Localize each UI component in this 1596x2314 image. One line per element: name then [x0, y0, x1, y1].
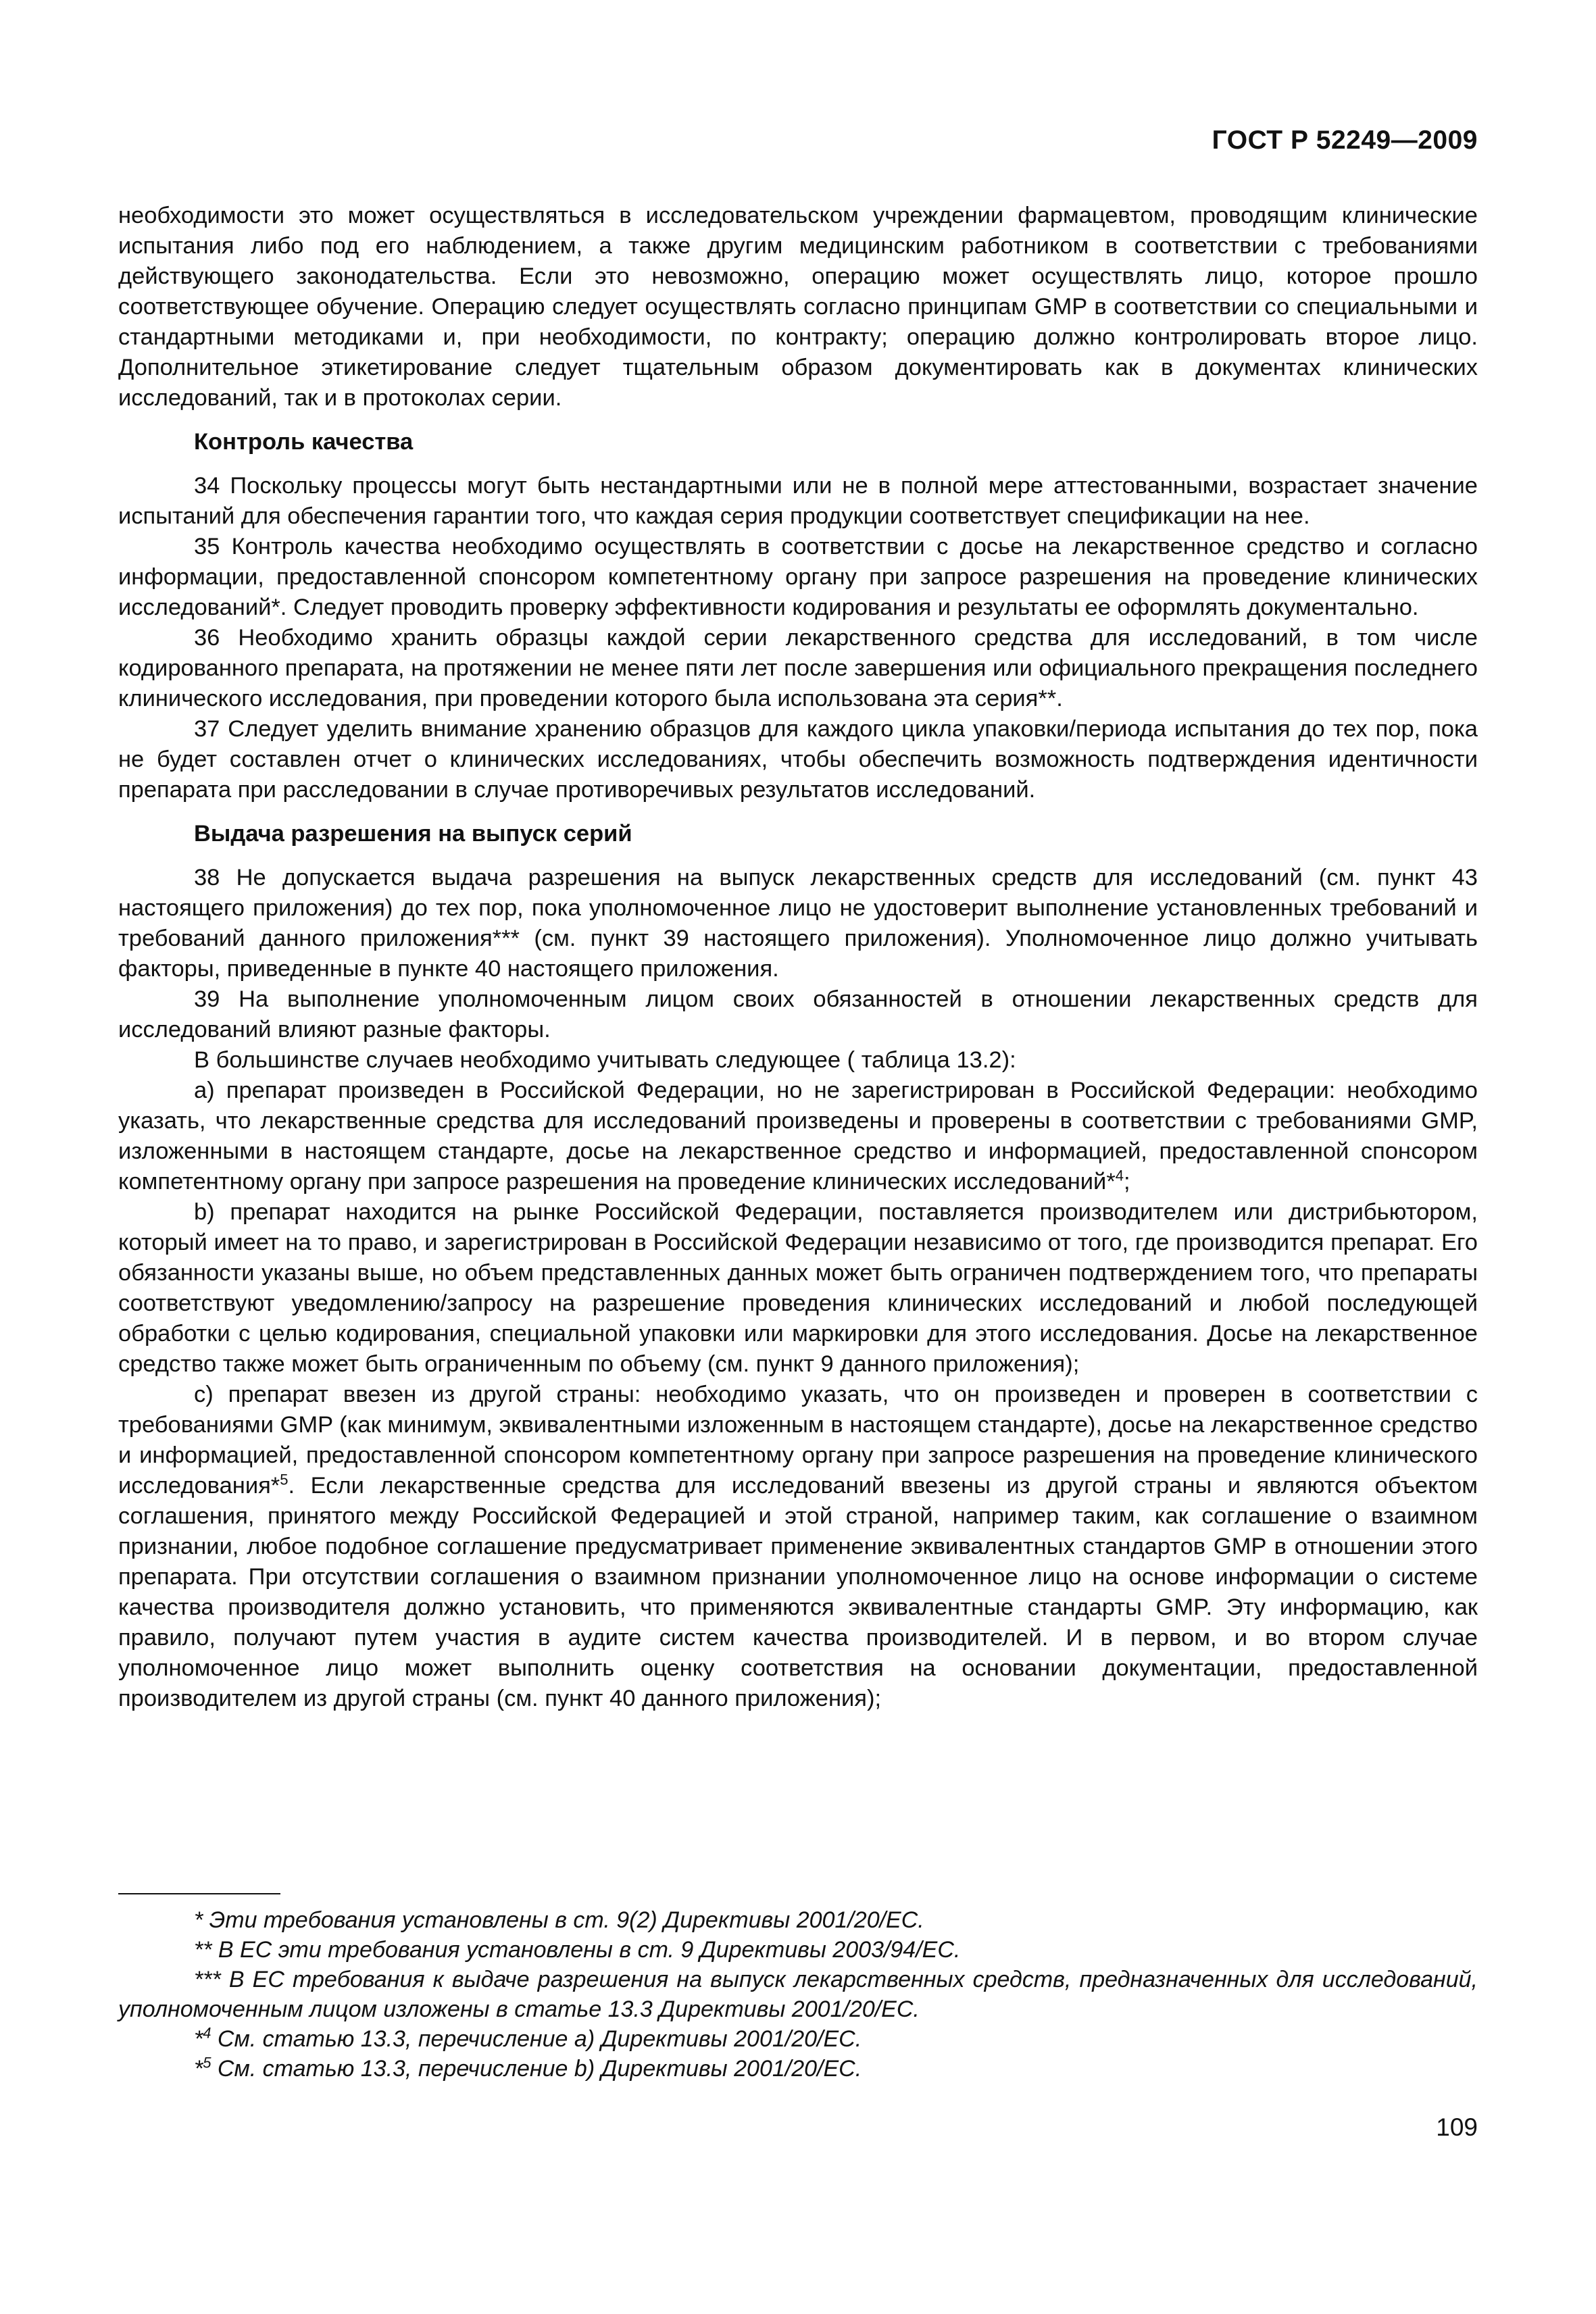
footnotes: [118, 1905, 1478, 2084]
paragraph-35: 35 Контроль качества необходимо осуществлять в соответствии с досье на лекарственное средство и согласно информации, предоставленной спонсором компетентному органу при запросе разрешения на проведение клинических исследований*. Следует проводить проверку эффективности кодирования и результаты ее оформлять документально.: [118, 534, 1478, 620]
paragraph-continuation: необходимости это может осуществляться в исследовательском учреждении фармацевтом, проводящим клинические испытания либо под его наблюдением, а также другим медицинским работником в соответствии с требованиями действующего законодательства. Если это невозможно, операцию может осуществлять лицо, которое прошло соответствующее обучение. Операцию следует осуществлять согласно принципам GMP в соответствии со специальными и стандартными методиками и, при необходимости, по контракту; операцию должно контролировать второе лицо. Дополнительное этикетирование следует тщательным образом документировать как в документах клинических исследований, так и в протоколах серии.: [118, 203, 1478, 411]
footnote-5-mark: *: [194, 2056, 203, 2082]
footnote-4-sup: 4: [203, 2024, 211, 2042]
document-page: [118, 0, 1478, 2314]
list-item-c: [118, 1380, 1478, 1714]
paragraph-37: 37 Следует уделить внимание хранению образцов для каждого цикла упаковки/периода испытания до тех пор, пока не будет составлен отчет о клинических исследованиях, чтобы обеспечить возможность подтверждения идентичности препарата при расследовании в случае противоречивых результатов исследований.: [118, 716, 1478, 803]
footnote-4-mark: *: [194, 2026, 203, 2052]
footnote-ref-4: 4: [1115, 1167, 1124, 1184]
footnote-5-sup: 5: [203, 2054, 211, 2071]
page-number: 109: [1436, 2113, 1478, 2141]
main-text: [118, 201, 1478, 1714]
list-item-a-tail: ;: [1124, 1169, 1130, 1194]
section-heading-quality-control: Контроль качества: [194, 429, 414, 455]
footnote-5: [118, 2054, 1478, 2084]
footnote-2: ** В ЕС эти требования установлены в ст. 9 Директивы 2003/94/ЕС.: [194, 1937, 961, 1963]
list-item-c-text: c) препарат ввезен из другой страны: необходимо указать, что он произведен и проверен в соответствии с требованиями GMP (как минимум, эквивалентными изложенным в настоящем стандарте), досье на лекарственное средство и информацией, предоставленной спонсором компетентному органу при запросе разрешения на проведение клинического исследования*: [118, 1382, 1478, 1499]
footnote-4: [118, 2024, 1478, 2054]
footnote-divider: [118, 1893, 280, 1894]
footnote-5-text: См. статью 13.3, перечисление b) Директивы 2001/20/ЕС.: [211, 2056, 862, 2082]
list-item-a: [118, 1076, 1478, 1197]
section-heading-batch-release: Выдача разрешения на выпуск серий: [194, 821, 632, 847]
paragraph-34: 34 Поскольку процессы могут быть нестандартными или не в полной мере аттестованными, возрастает значение испытаний для обеспечения гарантии того, что каждая серия продукции соответствует спецификации на нее.: [118, 473, 1478, 529]
footnote-4-text: См. статью 13.3, перечисление a) Директивы 2001/20/ЕС.: [211, 2026, 862, 2052]
list-item-b: b) препарат находится на рынке Российской Федерации, поставляется производителем или дистрибьютором, который имеет на то право, и зарегистрирован в Российской Федерации независимо от того, где производится препарат. Его обязанности указаны выше, но объем представленных данных может быть ограничен подтверждением того, что препараты соответствуют уведомлению/запросу на разрешение проведения клинических исследований и любой последующей обработки с целью кодирования, специальной упаковки или маркировки для этого исследования. Досье на лекарственное средство также может быть ограниченным по объему (см. пункт 9 данного приложения);: [118, 1199, 1478, 1377]
paragraph-39-list-intro: В большинстве случаев необходимо учитывать следующее ( таблица 13.2):: [194, 1047, 1016, 1073]
paragraph-39: 39 На выполнение уполномоченным лицом своих обязанностей в отношении лекарственных средств для исследований влияют разные факторы.: [118, 986, 1478, 1042]
footnote-3: *** В ЕС требования к выдаче разрешения на выпуск лекарственных средств, предназначенных для исследований, уполномоченным лицом изложены в статье 13.3 Директивы 2001/20/ЕС.: [118, 1967, 1478, 2022]
paragraph-36: 36 Необходимо хранить образцы каждой серии лекарственного средства для исследований, в том числе кодированного препарата, на протяжении не менее пяти лет после завершения или официального прекращения последнего клинического исследования, при проведении которого была использована эта серия**.: [118, 625, 1478, 711]
footnote-ref-5: 5: [280, 1471, 289, 1488]
document-header: ГОСТ Р 52249—2009: [1212, 126, 1478, 155]
list-item-c-tail: . Если лекарственные средства для исследований ввезены из другой страны и являются объектом соглашения, принятого между Российской Федерацией и этой страной, например таким, как соглашение о взаимном признании, любое подобное соглашение предусматривает применение эквивалентных стандартов GMP в отношении этого препарата. При отсутствии соглашения о взаимном признании уполномоченное лицо на основе информации о системе качества производителя должно установить, что применяются эквивалентные стандарты GMP. Эту информацию, как правило, получают путем участия в аудите систем качества производителей. И в первом, и во втором случае уполномоченное лицо может выполнить оценку соответствия на основании документации, предоставленной производителем из другой страны (см. пункт 40 данного приложения);: [118, 1473, 1478, 1711]
list-item-a-text: a) препарат произведен в Российской Федерации, но не зарегистрирован в Российской Федерации: необходимо указать, что лекарственные средства для исследований произведены и проверены в соответствии с требованиями GMP, изложенными в настоящем стандарте, досье на лекарственное средство и информацией, предоставленной спонсором компетентному органу при запросе разрешения на проведение клинических исследований*: [118, 1078, 1478, 1194]
footnote-1: * Эти требования установлены в ст. 9(2) Директивы 2001/20/ЕС.: [194, 1907, 924, 1933]
paragraph-38: 38 Не допускается выдача разрешения на выпуск лекарственных средств для исследований (см. пункт 43 настоящего приложения) до тех пор, пока уполномоченное лицо не удостоверит выполнение установленных требований и требований данного приложения*** (см. пункт 39 настоящего приложения). Уполномоченное лицо должно учитывать факторы, приведенные в пункте 40 настоящего приложения.: [118, 865, 1478, 982]
